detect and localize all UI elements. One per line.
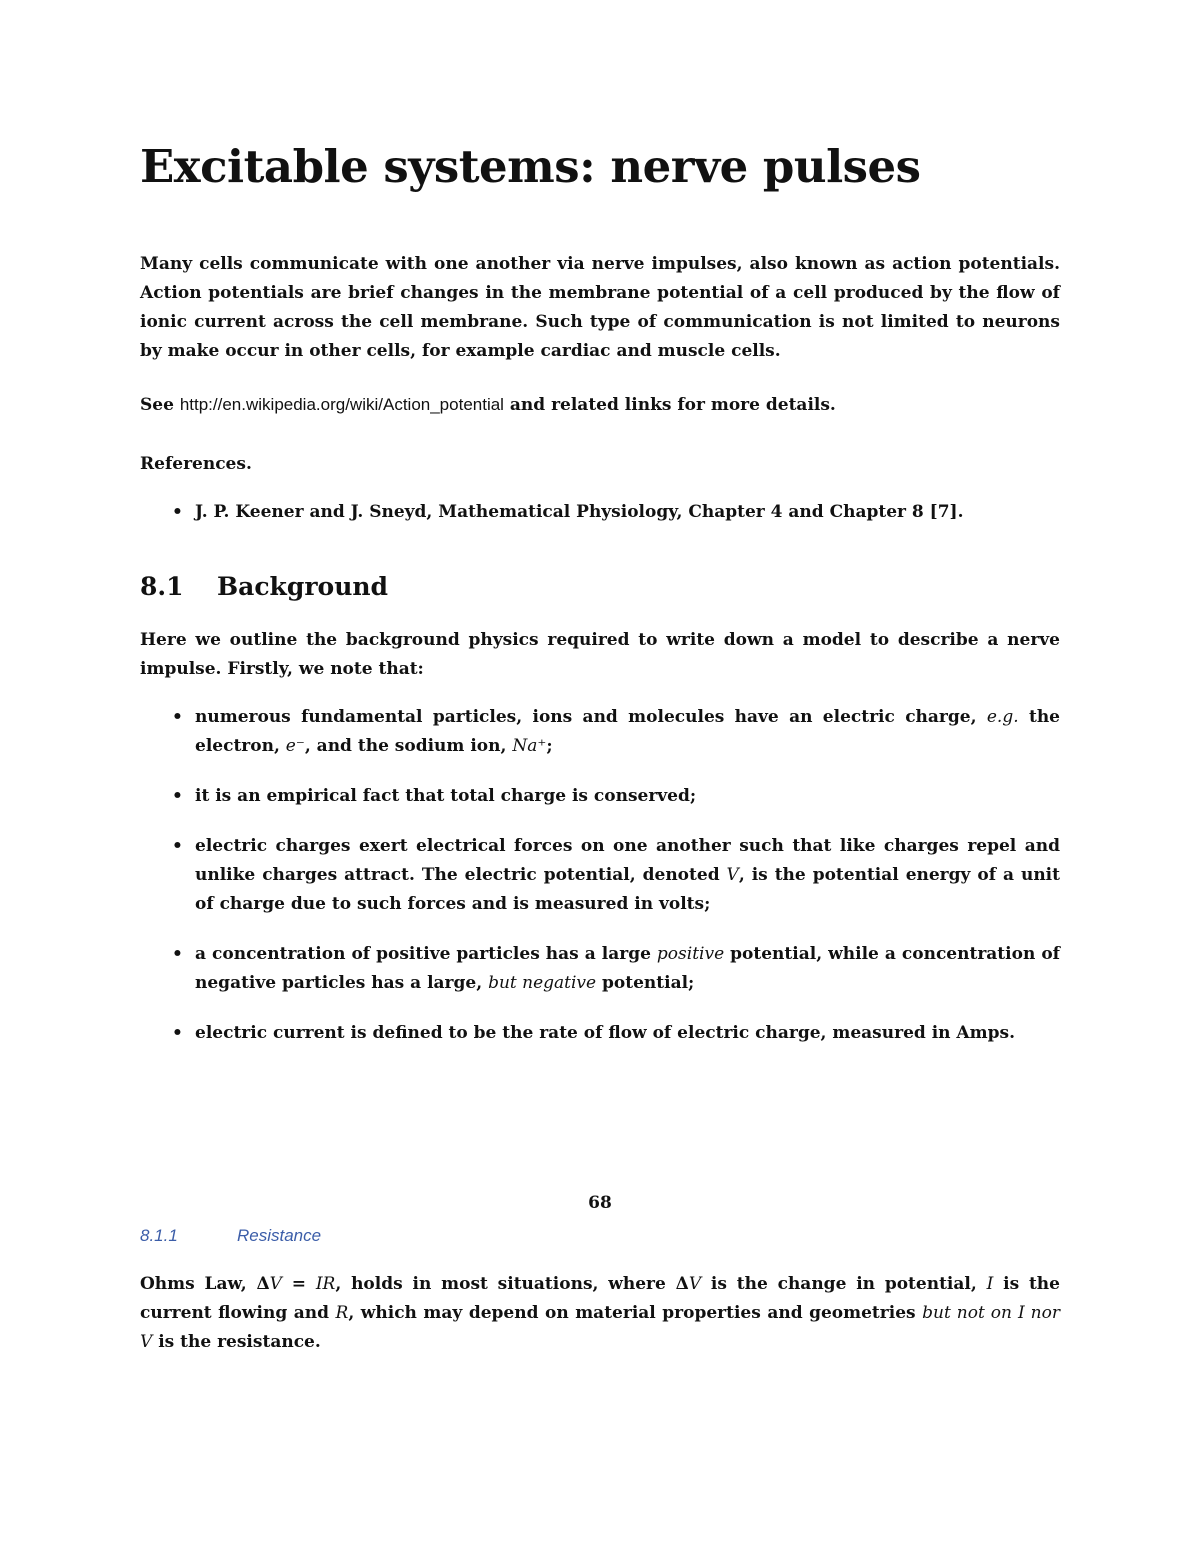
ohms-text: = xyxy=(281,1274,316,1294)
ohms-text: Ohms Law, Δ xyxy=(140,1274,270,1294)
item-italic: e⁻ xyxy=(285,736,305,756)
section-number: 8.1 xyxy=(140,572,184,601)
ohms-italic: but not on I nor V xyxy=(140,1303,1060,1352)
reference-item xyxy=(140,498,1060,527)
subsection-heading xyxy=(140,1226,321,1246)
background-intro: Here we outline the background physics required to write down a model to describe a nerve impulse. Firstly, we note that: xyxy=(140,630,1060,679)
chapter-title: Excitable systems: nerve pulses xyxy=(140,140,921,193)
references-list xyxy=(140,498,1060,527)
ohms-italic: V xyxy=(688,1274,702,1294)
bullet-icon: • xyxy=(172,836,183,856)
ohms-italic: R xyxy=(335,1303,349,1323)
item-italic: V xyxy=(726,865,739,885)
item-text: ; xyxy=(546,736,553,756)
list-item xyxy=(140,940,1060,998)
list-item xyxy=(140,703,1060,761)
ohms-text: is the resistance. xyxy=(152,1332,321,1352)
ohms-italic: V xyxy=(269,1274,282,1294)
item-italic: but negative xyxy=(488,973,597,993)
item-italic: e.g. xyxy=(986,707,1019,727)
intro-paragraph: Many cells communicate with one another via nerve impulses, also known as action potentials. Action potentials are brief changes in the membrane potential of a cell produced by the flow of ionic current across the cell membrane. Such type of communication is not limited to neurons by make occur in other cells, for example cardiac and muscle cells. xyxy=(140,254,1060,361)
bullet-icon: • xyxy=(172,786,183,806)
item-text: potential; xyxy=(596,973,695,993)
subsection-title: Resistance xyxy=(237,1226,322,1245)
wikipedia-link[interactable]: http://en.wikipedia.org/wiki/Action_potential xyxy=(179,395,504,414)
item-text: the electron, xyxy=(195,707,1060,756)
bullet-icon: • xyxy=(172,502,183,522)
item-text: electric current is defined to be the rate of flow of electric charge, measured in Amps. xyxy=(195,1023,1015,1043)
ohms-italic: I xyxy=(986,1274,994,1294)
see-line xyxy=(140,390,1060,420)
section-heading xyxy=(140,572,388,601)
ohms-text: is the change in potential, xyxy=(701,1274,987,1294)
page-number: 68 xyxy=(588,1193,612,1213)
subsection-number: 8.1.1 xyxy=(140,1226,178,1245)
ohms-law-paragraph xyxy=(140,1270,1060,1357)
item-text: , and the sodium ion, xyxy=(304,736,513,756)
item-text: electric charges exert electrical forces on one another such that like charges repel and unlike charges attract. The electric potential, denoted xyxy=(195,836,1060,885)
references-label: References. xyxy=(140,454,252,474)
list-item xyxy=(140,832,1060,919)
bullet-icon: • xyxy=(172,944,183,964)
item-text: numerous fundamental particles, ions and molecules have an electric charge, xyxy=(195,707,987,727)
ohms-text: , which may depend on material properties and geometries xyxy=(348,1303,923,1323)
section-title: Background xyxy=(217,572,389,601)
bullet-icon: • xyxy=(172,1023,183,1043)
reference-text: J. P. Keener and J. Sneyd, Mathematical Physiology, Chapter 4 and Chapter 8 [7]. xyxy=(195,502,964,522)
item-italic: Na⁺ xyxy=(512,736,547,756)
bullet-icon: • xyxy=(172,707,183,727)
list-item xyxy=(140,1019,1060,1048)
ohms-text: , holds in most situations, where Δ xyxy=(335,1274,689,1294)
item-text: it is an empirical fact that total charge is conserved; xyxy=(195,786,697,806)
see-prefix: See xyxy=(140,395,180,415)
ohms-text: is the current flowing and xyxy=(140,1274,1060,1323)
item-italic: positive xyxy=(656,944,725,964)
list-item xyxy=(140,782,1060,811)
item-text: a concentration of positive particles has a large xyxy=(195,944,657,964)
ohms-italic: IR xyxy=(315,1274,336,1294)
see-suffix: and related links for more details. xyxy=(503,395,836,415)
item-text: potential, while a concentration of negative particles has a large, xyxy=(195,944,1060,993)
item-text: , is the potential energy of a unit of charge due to such forces and is measured in volts; xyxy=(195,865,1060,914)
background-list xyxy=(140,703,1060,1069)
